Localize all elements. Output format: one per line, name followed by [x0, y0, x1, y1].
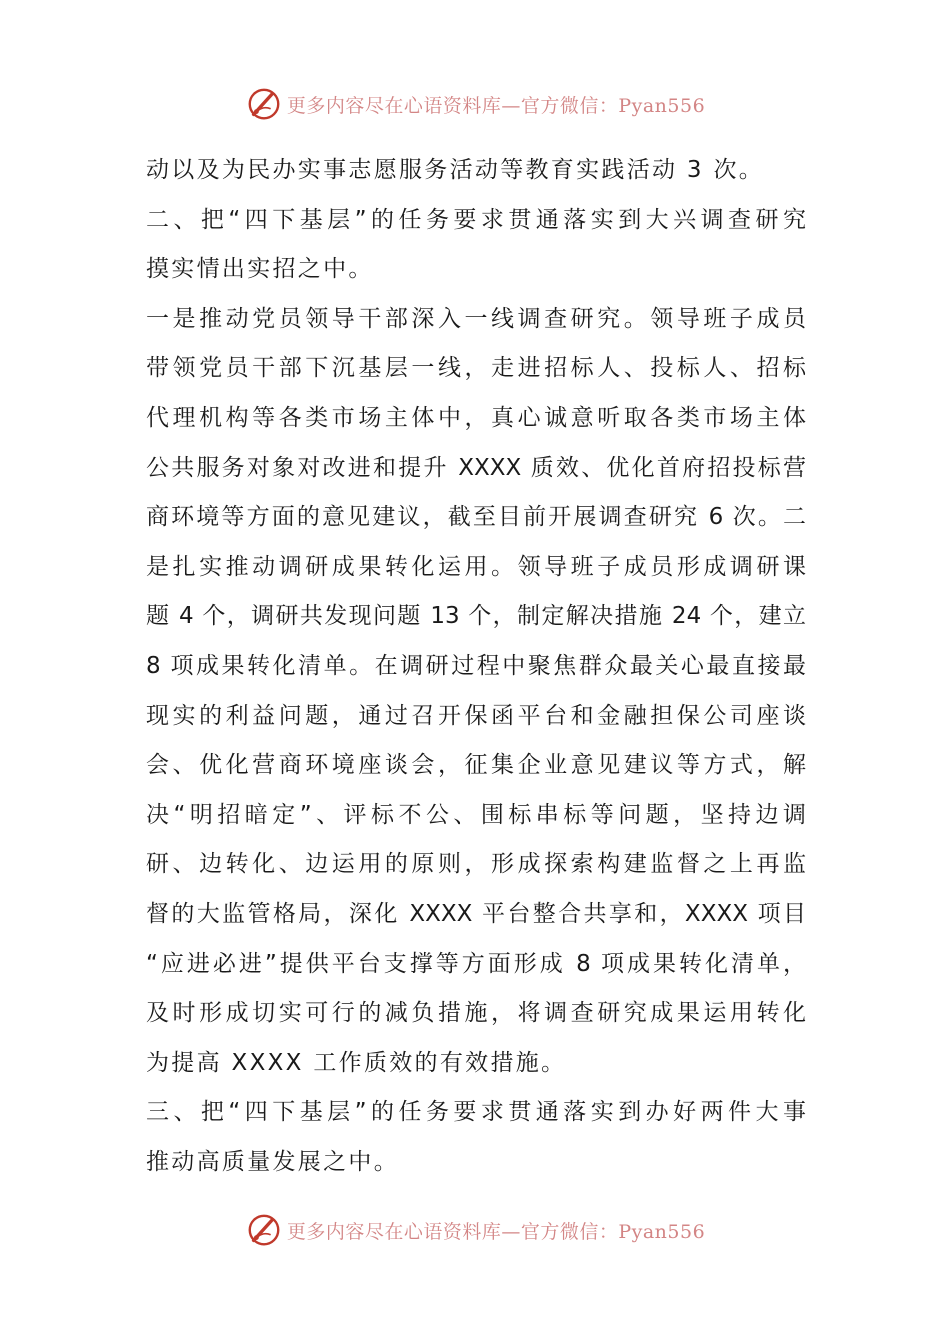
text-line: 督的大监管格局，深化 XXXX 平台整合共享和，XXXX 项目 [146, 900, 806, 927]
text-line: “应进必进”提供平台支撑等方面形成 8 项成果转化清单， [146, 950, 806, 977]
text-line: 商环境等方面的意见建议，截至目前开展调查研究 6 次。二 [146, 504, 806, 531]
text-line: 为提高 XXXX 工作质效的有效措施。 [146, 1049, 567, 1076]
text-line: 现实的利益问题，通过召开保函平台和金融担保公司座谈 [146, 702, 806, 729]
footer-watermark [0, 1208, 950, 1252]
document-body [146, 146, 806, 1187]
text-line: 会、优化营商环境座谈会，征集企业意见建议等方式，解 [146, 752, 806, 779]
text-line: 题 4 个，调研共发现问题 13 个，制定解决措施 24 个，建立 [146, 603, 806, 630]
text-line: 8 项成果转化清单。在调研过程中聚焦群众最关心最直接最 [146, 652, 806, 679]
text-line: 一是推动党员领导干部深入一线调查研究。领导班子成员 [146, 305, 806, 332]
text-line: 三、把“四下基层”的任务要求贯通落实到办好两件大事 [146, 1099, 806, 1126]
text-line: 代理机构等各类市场主体中，真心诚意听取各类市场主体 [146, 404, 806, 431]
text-line: 及时形成切实可行的减负措施，将调查研究成果运用转化 [146, 1000, 806, 1027]
text-line: 摸实情出实招之中。 [146, 256, 374, 283]
text-line: 决“明招暗定”、评标不公、围标串标等问题，坚持边调 [146, 801, 806, 828]
header-watermark [0, 82, 950, 126]
watermark-text: 更多内容尽在心语资料库—官方微信：Pyan556 [286, 1220, 706, 1243]
text-line: 公共服务对象对改进和提升 XXXX 质效、优化首府招投标营 [146, 454, 806, 481]
text-line: 二、把“四下基层”的任务要求贯通落实到大兴调查研究 [146, 206, 806, 233]
watermark-text: 更多内容尽在心语资料库—官方微信：Pyan556 [286, 94, 706, 117]
text-line: 推动高质量发展之中。 [146, 1148, 399, 1175]
text-line: 动以及为民办实事志愿服务活动等教育实践活动 3 次。 [146, 157, 765, 183]
text-line: 带领党员干部下沉基层一线，走进招标人、投标人、招标 [146, 355, 806, 382]
pen-logo-icon [245, 1211, 283, 1249]
text-line: 研、边转化、边运用的原则，形成探索构建监督之上再监 [146, 851, 806, 878]
pen-logo-icon [245, 85, 283, 123]
text-line: 是扎实推动调研成果转化运用。领导班子成员形成调研课 [146, 553, 806, 580]
